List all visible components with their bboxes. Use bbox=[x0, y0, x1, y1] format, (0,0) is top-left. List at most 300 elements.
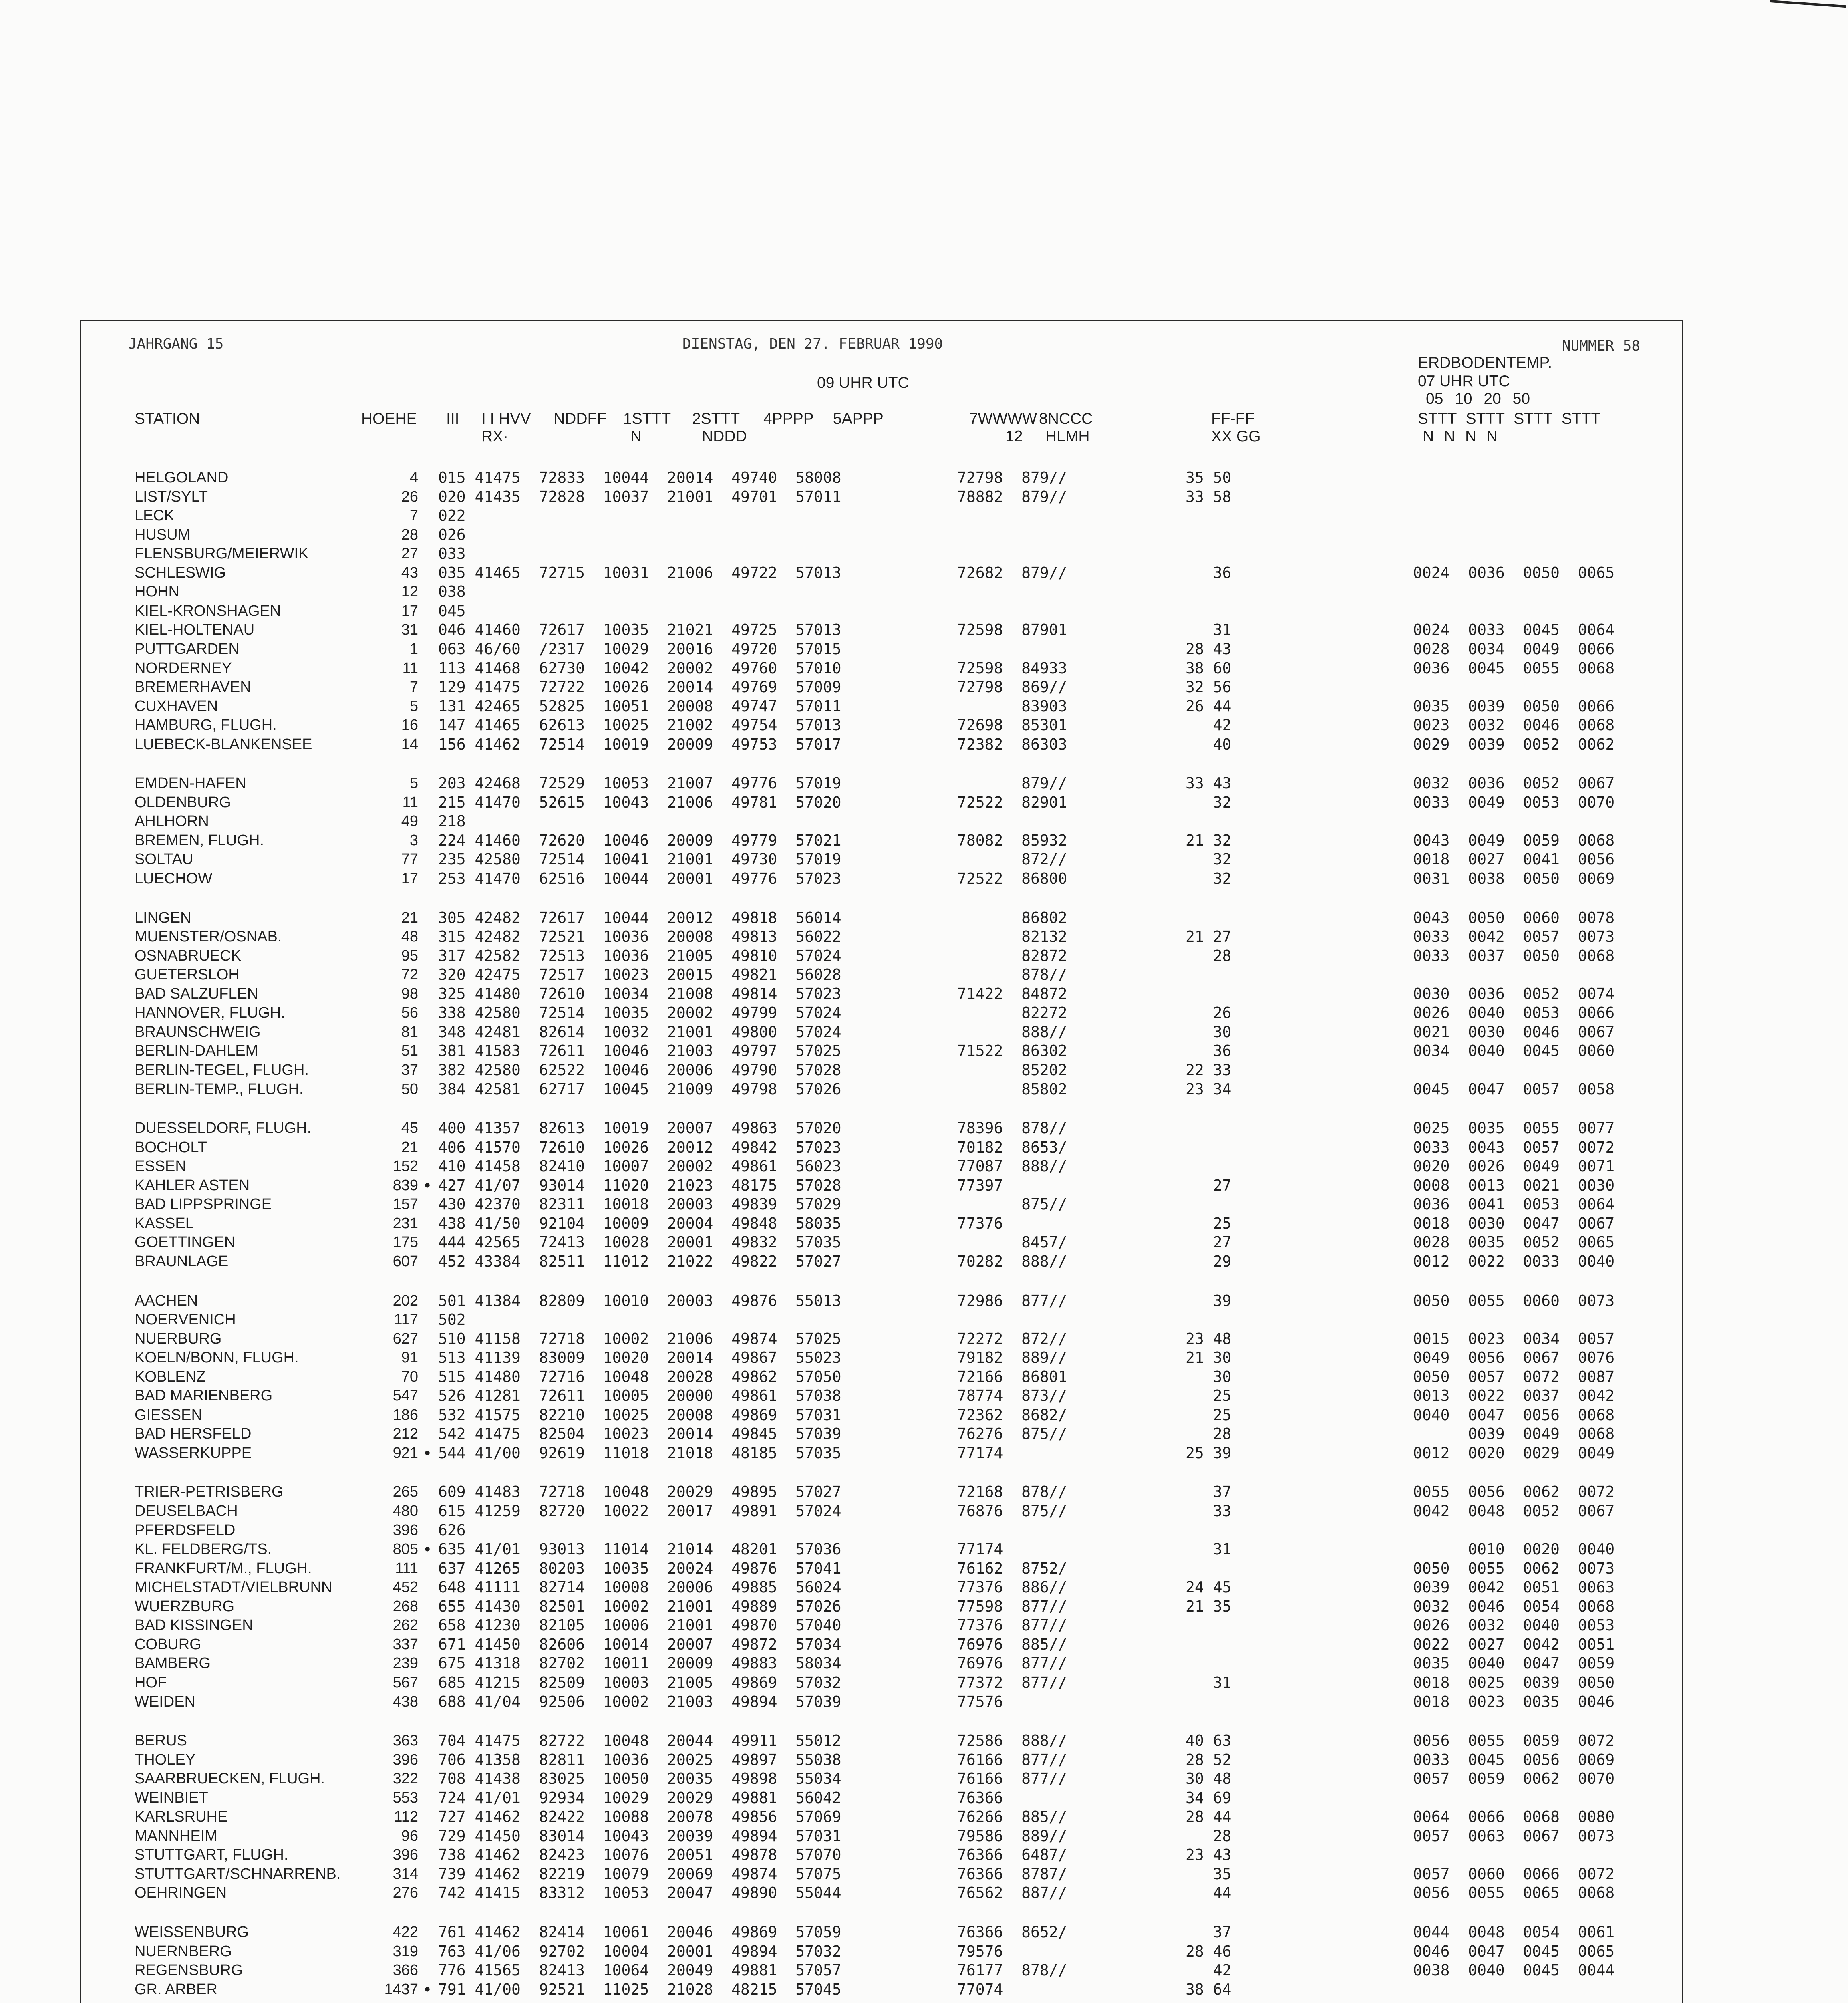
table-row bbox=[0, 946, 1848, 965]
station-name: GUETERSLOH bbox=[135, 966, 240, 983]
table-row bbox=[0, 1501, 1848, 1521]
synop-weather-cloud-groups: 77397 bbox=[957, 1176, 1003, 1194]
synop-main-groups: 729 41450 83014 10043 20039 49894 57031 bbox=[438, 1827, 841, 1845]
wind-gust-groups: 38 64 bbox=[1186, 1980, 1232, 1998]
synop-weather-cloud-groups: 879// bbox=[957, 774, 1067, 792]
wind-gust-groups: 33 58 bbox=[1186, 488, 1232, 506]
table-row bbox=[0, 1673, 1848, 1692]
col-hoehe: HOEHE bbox=[361, 410, 417, 427]
soil-temperature-groups: 0018 0030 0047 0067 bbox=[1413, 1214, 1615, 1232]
table-row bbox=[0, 506, 1848, 525]
synop-weather-cloud-groups: 77074 bbox=[957, 1980, 1003, 1998]
table-row bbox=[0, 1616, 1848, 1635]
wind-gust-groups: 25 39 bbox=[1186, 1444, 1232, 1462]
station-name: GOETTINGEN bbox=[135, 1234, 236, 1251]
wind-gust-groups: 30 bbox=[1186, 1368, 1232, 1386]
obs-time-label: 09 UHR UTC bbox=[817, 374, 909, 391]
soil-temperature-groups: 0026 0032 0040 0053 bbox=[1413, 1616, 1615, 1634]
station-name: HAMBURG, FLUGH. bbox=[135, 717, 277, 734]
station-name: MICHELSTADT/VIELBRUNN bbox=[135, 1579, 332, 1596]
station-name: SAARBRUECKEN, FLUGH. bbox=[135, 1770, 325, 1787]
station-name: MUENSTER/OSNAB. bbox=[135, 928, 282, 945]
table-row bbox=[0, 869, 1848, 888]
synop-weather-cloud-groups: 70282 888// bbox=[957, 1252, 1067, 1270]
synop-main-groups: 035 41465 72715 10031 21006 49722 57013 bbox=[438, 564, 841, 582]
wind-gust-groups: 28 52 bbox=[1186, 1751, 1232, 1769]
table-row bbox=[0, 715, 1848, 735]
station-height: 4 bbox=[409, 469, 418, 486]
station-height: 70 bbox=[401, 1368, 418, 1385]
soil-temperature-groups: 0035 0039 0050 0066 bbox=[1413, 697, 1615, 715]
col-2sttt-sub: NDDD bbox=[702, 428, 747, 445]
table-row bbox=[0, 468, 1848, 487]
synop-main-groups: 020 41435 72828 10037 21001 49701 57011 bbox=[438, 488, 841, 506]
table-row bbox=[0, 1443, 1848, 1463]
wind-gust-groups: 21 32 bbox=[1186, 831, 1232, 849]
col-7wwww: 7WWWW bbox=[969, 410, 1037, 427]
table-row bbox=[0, 1559, 1848, 1578]
wind-gust-groups: 25 bbox=[1186, 1387, 1232, 1405]
station-name: COBURG bbox=[135, 1636, 201, 1653]
table-row bbox=[0, 1980, 1848, 1999]
station-height: 319 bbox=[393, 1943, 418, 1960]
station-height: 21 bbox=[401, 909, 418, 926]
station-height: 276 bbox=[393, 1884, 418, 1902]
station-height: 363 bbox=[393, 1732, 418, 1749]
wind-gust-groups: 24 45 bbox=[1186, 1578, 1232, 1596]
station-name: EMDEN-HAFEN bbox=[135, 775, 246, 792]
table-row bbox=[0, 659, 1848, 678]
synop-main-groups: 203 42468 72529 10053 21007 49776 57019 bbox=[438, 774, 841, 792]
station-name: AACHEN bbox=[135, 1292, 198, 1309]
soil-temperature-groups: 0015 0023 0034 0057 bbox=[1413, 1330, 1615, 1348]
mountain-station-marker: • bbox=[425, 1444, 431, 1462]
synop-main-groups: 688 41/04 92506 10002 21003 49894 57039 bbox=[438, 1693, 841, 1711]
soil-temperature-groups: 0036 0041 0053 0064 bbox=[1413, 1195, 1615, 1213]
station-height: 17 bbox=[401, 602, 418, 619]
soil-temperature-groups: 0056 0055 0065 0068 bbox=[1413, 1884, 1615, 1902]
synop-weather-cloud-groups: 77174 bbox=[957, 1540, 1003, 1558]
synop-main-groups: 444 42565 72413 10028 20001 49832 57035 bbox=[438, 1233, 841, 1251]
synop-main-groups: 742 41415 83312 10053 20047 49890 55044 bbox=[438, 1884, 841, 1902]
station-name: KAHLER ASTEN bbox=[135, 1177, 250, 1194]
station-name: BAD HERSFELD bbox=[135, 1425, 252, 1443]
soil-temperature-groups: 0033 0037 0050 0068 bbox=[1413, 947, 1615, 965]
station-name: LIST/SYLT bbox=[135, 488, 208, 505]
col-2sttt: 2STTT bbox=[692, 410, 740, 427]
station-name: BERLIN-TEMP., FLUGH. bbox=[135, 1080, 304, 1098]
station-name: HOF bbox=[135, 1674, 167, 1691]
synop-main-groups: 156 41462 72514 10019 20009 49753 57017 bbox=[438, 735, 841, 753]
synop-weather-cloud-groups: 76876 875// bbox=[957, 1502, 1067, 1520]
soil-temperature-groups: 0050 0055 0062 0073 bbox=[1413, 1559, 1615, 1577]
table-row bbox=[0, 639, 1848, 659]
synop-weather-cloud-groups: 72598 84933 bbox=[957, 659, 1067, 677]
mountain-station-marker: • bbox=[425, 1176, 431, 1194]
station-name: NOERVENICH bbox=[135, 1311, 236, 1328]
synop-weather-cloud-groups: 72382 86303 bbox=[957, 735, 1067, 753]
wind-gust-groups: 37 bbox=[1186, 1483, 1232, 1501]
wind-gust-groups: 40 bbox=[1186, 735, 1232, 753]
table-row bbox=[0, 601, 1848, 621]
wind-gust-groups: 31 bbox=[1186, 1540, 1232, 1558]
station-name: WEISSENBURG bbox=[135, 1924, 249, 1941]
col-8nccc-sub: HLMH bbox=[1045, 428, 1090, 445]
station-height: 322 bbox=[393, 1770, 418, 1787]
station-name: WEIDEN bbox=[135, 1693, 195, 1710]
soil-temp-time: 07 UHR UTC bbox=[1418, 373, 1510, 390]
table-row bbox=[0, 677, 1848, 697]
wind-gust-groups: 32 bbox=[1186, 850, 1232, 869]
synop-main-groups: 131 42465 52825 10051 20008 49747 57011 bbox=[438, 697, 841, 715]
table-row bbox=[0, 1635, 1848, 1654]
synop-main-groups: 147 41465 62613 10025 21002 49754 57013 bbox=[438, 716, 841, 734]
table-row bbox=[0, 1003, 1848, 1022]
station-name: TRIER-PETRISBERG bbox=[135, 1483, 284, 1501]
synop-main-groups: 046 41460 72617 10035 21021 49725 57013 bbox=[438, 621, 841, 639]
synop-main-groups: 708 41438 83025 10050 20035 49898 55034 bbox=[438, 1770, 841, 1788]
table-row bbox=[0, 1922, 1848, 1942]
table-row bbox=[0, 1942, 1848, 1961]
synop-main-groups: 658 41230 82105 10006 21001 49870 57040 bbox=[438, 1616, 841, 1634]
station-name: KL. FELDBERG/TS. bbox=[135, 1541, 272, 1558]
station-name: BAMBERG bbox=[135, 1655, 211, 1672]
synop-main-groups: 325 41480 72610 10034 21008 49814 57023 bbox=[438, 985, 841, 1003]
soil-temperature-groups: 0040 0047 0056 0068 bbox=[1413, 1406, 1615, 1424]
station-height: 480 bbox=[393, 1503, 418, 1519]
station-height: 17 bbox=[401, 870, 418, 887]
synop-weather-cloud-groups: 76366 8652/ bbox=[957, 1923, 1067, 1941]
wind-gust-groups: 27 bbox=[1186, 1176, 1232, 1194]
station-height: 607 bbox=[393, 1253, 418, 1270]
synop-main-groups: 113 41468 62730 10042 20002 49760 57010 bbox=[438, 659, 841, 677]
synop-main-groups: 410 41458 82410 10007 20002 49861 56023 bbox=[438, 1157, 841, 1175]
synop-weather-cloud-groups: 77372 877// bbox=[957, 1673, 1067, 1691]
synop-main-groups: 655 41430 82501 10002 21001 49889 57026 bbox=[438, 1597, 841, 1615]
synop-weather-cloud-groups: 8457/ bbox=[957, 1233, 1067, 1251]
table-row bbox=[0, 697, 1848, 716]
station-name: KASSEL bbox=[135, 1215, 194, 1232]
synop-main-groups: 671 41450 82606 10014 20007 49872 57034 bbox=[438, 1635, 841, 1653]
synop-main-groups: 427 41/07 93014 11020 21023 48175 57028 bbox=[438, 1176, 841, 1194]
station-height: 48 bbox=[401, 928, 418, 945]
station-height: 21 bbox=[401, 1139, 418, 1156]
wind-gust-groups: 33 43 bbox=[1186, 774, 1232, 792]
station-height: 366 bbox=[393, 1962, 418, 1979]
station-height: 77 bbox=[401, 851, 418, 868]
station-name: HOHN bbox=[135, 583, 179, 600]
station-name: LUEBECK-BLANKENSEE bbox=[135, 736, 312, 753]
station-name: WEINBIET bbox=[135, 1789, 208, 1806]
table-row bbox=[0, 1597, 1848, 1616]
synop-main-groups: 626 bbox=[438, 1521, 466, 1539]
wind-gust-groups: 39 bbox=[1186, 1292, 1232, 1310]
table-row bbox=[0, 1348, 1848, 1367]
station-height: 37 bbox=[401, 1062, 418, 1078]
station-height: 202 bbox=[393, 1292, 418, 1309]
wind-gust-groups: 40 63 bbox=[1186, 1732, 1232, 1749]
synop-weather-cloud-groups: 878// bbox=[957, 966, 1067, 984]
soil-temperature-groups: 0010 0020 0040 bbox=[1413, 1540, 1615, 1558]
station-height: 81 bbox=[401, 1023, 418, 1040]
synop-weather-cloud-groups: 82132 bbox=[957, 928, 1067, 946]
wind-gust-groups: 32 bbox=[1186, 793, 1232, 811]
synop-main-groups: 761 41462 82414 10061 20046 49869 57059 bbox=[438, 1923, 841, 1941]
station-name: BRAUNSCHWEIG bbox=[135, 1023, 261, 1040]
station-height: 26 bbox=[401, 488, 418, 505]
synop-weather-cloud-groups: 77376 bbox=[957, 1214, 1003, 1232]
station-name: DUESSELDORF, FLUGH. bbox=[135, 1120, 312, 1137]
synop-main-groups: 532 41575 82210 10025 20008 49869 57031 bbox=[438, 1406, 841, 1424]
synop-weather-cloud-groups: 72798 869// bbox=[957, 678, 1067, 696]
wind-gust-groups: 35 50 bbox=[1186, 469, 1232, 486]
table-row bbox=[0, 1310, 1848, 1329]
wind-gust-groups: 44 bbox=[1186, 1884, 1232, 1902]
synop-main-groups: 430 42370 82311 10018 20003 49839 57029 bbox=[438, 1195, 841, 1213]
station-name: STUTTGART/SCHNARRENB. bbox=[135, 1865, 341, 1882]
station-name: OSNABRUECK bbox=[135, 947, 242, 964]
soil-temperature-groups: 0033 0045 0056 0069 bbox=[1413, 1751, 1615, 1769]
synop-weather-cloud-groups: 82272 bbox=[957, 1004, 1067, 1022]
station-height: 112 bbox=[394, 1808, 418, 1826]
synop-weather-cloud-groups: 76366 bbox=[957, 1789, 1003, 1807]
station-name: THOLEY bbox=[135, 1751, 196, 1768]
table-row bbox=[0, 965, 1848, 984]
synop-main-groups: 776 41565 82413 10064 20049 49881 57057 bbox=[438, 1961, 841, 1979]
synop-weather-cloud-groups: 72522 86800 bbox=[957, 870, 1067, 887]
date-label: DIENSTAG, DEN 27. FEBRUAR 1990 bbox=[682, 336, 943, 352]
synop-main-groups: 305 42482 72617 10044 20012 49818 56014 bbox=[438, 909, 841, 927]
soil-temperature-groups: 0033 0042 0057 0073 bbox=[1413, 928, 1615, 946]
wind-gust-groups: 42 bbox=[1186, 1961, 1232, 1979]
station-height: 152 bbox=[393, 1158, 418, 1175]
table-row bbox=[0, 1214, 1848, 1233]
soil-depths: 05 10 20 50 bbox=[1426, 390, 1530, 407]
wind-gust-groups: 28 bbox=[1186, 1827, 1232, 1845]
synop-main-groups: 738 41462 82423 10076 20051 49878 57070 bbox=[438, 1846, 841, 1864]
synop-weather-cloud-groups: 85802 bbox=[957, 1080, 1067, 1098]
station-height: 186 bbox=[393, 1406, 418, 1423]
table-row bbox=[0, 582, 1848, 601]
table-row bbox=[0, 1788, 1848, 1808]
synop-main-groups: 502 bbox=[438, 1311, 466, 1328]
wind-gust-groups: 35 bbox=[1186, 1865, 1232, 1883]
station-height: 314 bbox=[393, 1865, 418, 1882]
table-row bbox=[0, 544, 1848, 563]
station-height: 422 bbox=[393, 1924, 418, 1941]
col-1sttt: 1STTT bbox=[623, 410, 671, 427]
col-station: STATION bbox=[135, 410, 200, 427]
synop-weather-cloud-groups: 875// bbox=[957, 1195, 1067, 1213]
soil-temperature-groups: 0024 0036 0050 0065 bbox=[1413, 564, 1615, 582]
station-height: 56 bbox=[401, 1004, 418, 1022]
table-row bbox=[0, 1769, 1848, 1788]
table-row bbox=[0, 1080, 1848, 1099]
synop-main-groups: 320 42475 72517 10023 20015 49821 56028 bbox=[438, 966, 841, 984]
station-height: 396 bbox=[393, 1751, 418, 1768]
station-height: 72 bbox=[401, 966, 418, 983]
station-name: LECK bbox=[135, 507, 175, 524]
wind-gust-groups: 22 33 bbox=[1186, 1061, 1232, 1079]
station-name: FRANKFURT/M., FLUGH. bbox=[135, 1560, 312, 1577]
station-height: 31 bbox=[401, 621, 418, 639]
station-name: LINGEN bbox=[135, 909, 191, 926]
station-name: OEHRINGEN bbox=[135, 1884, 227, 1902]
wind-gust-groups: 32 bbox=[1186, 870, 1232, 887]
synop-weather-cloud-groups: 72166 86801 bbox=[957, 1368, 1067, 1386]
station-name: HELGOLAND bbox=[135, 469, 229, 486]
station-height: 5 bbox=[409, 697, 418, 715]
table-row bbox=[0, 1367, 1848, 1386]
synop-weather-cloud-groups: 78396 878// bbox=[957, 1119, 1067, 1137]
table-row bbox=[0, 1138, 1848, 1157]
soil-temperature-groups: 0024 0033 0045 0064 bbox=[1413, 621, 1615, 639]
synop-main-groups: 510 41158 72718 10002 21006 49874 57025 bbox=[438, 1330, 841, 1348]
synop-weather-cloud-groups: 72698 85301 bbox=[957, 716, 1067, 734]
wind-gust-groups: 29 bbox=[1186, 1252, 1232, 1270]
station-height: 438 bbox=[393, 1693, 418, 1710]
synop-main-groups: 739 41462 82219 10079 20069 49874 57075 bbox=[438, 1865, 841, 1883]
soil-temperature-groups: 0057 0063 0067 0073 bbox=[1413, 1827, 1615, 1845]
synop-main-groups: 215 41470 52615 10043 21006 49781 57020 bbox=[438, 793, 841, 811]
soil-temp-title: ERDBODENTEMP. bbox=[1418, 354, 1552, 371]
synop-main-groups: 317 42582 72513 10036 21005 49810 57024 bbox=[438, 947, 841, 965]
soil-temperature-groups: 0057 0059 0062 0070 bbox=[1413, 1770, 1615, 1788]
synop-weather-cloud-groups: 76162 8752/ bbox=[957, 1559, 1067, 1577]
synop-weather-cloud-groups: 79182 889// bbox=[957, 1349, 1067, 1367]
station-name: BAD LIPPSPRINGE bbox=[135, 1196, 272, 1213]
wind-gust-groups: 28 bbox=[1186, 947, 1232, 965]
synop-weather-cloud-groups: 872// bbox=[957, 850, 1067, 869]
synop-main-groups: 706 41358 82811 10036 20025 49897 55038 bbox=[438, 1751, 841, 1769]
synop-main-groups: 763 41/06 92702 10004 20001 49894 57032 bbox=[438, 1942, 841, 1960]
table-row bbox=[0, 487, 1848, 506]
table-row bbox=[0, 1118, 1848, 1138]
station-height: 337 bbox=[393, 1636, 418, 1653]
synop-main-groups: 400 41357 82613 10019 20007 49863 57020 bbox=[438, 1119, 841, 1137]
synop-main-groups: 033 bbox=[438, 545, 466, 563]
wind-gust-groups: 25 bbox=[1186, 1406, 1232, 1424]
station-name: REGENSBURG bbox=[135, 1962, 243, 1979]
synop-weather-cloud-groups: 77576 bbox=[957, 1693, 1003, 1711]
soil-temperature-groups: 0018 0025 0039 0050 bbox=[1413, 1673, 1615, 1691]
station-name: BAD KISSINGEN bbox=[135, 1617, 253, 1634]
synop-main-groups: 685 41215 82509 10003 21005 49869 57032 bbox=[438, 1673, 841, 1691]
station-height: 51 bbox=[401, 1042, 418, 1060]
soil-temperature-groups: 0034 0040 0045 0060 bbox=[1413, 1042, 1615, 1060]
wind-gust-groups: 34 69 bbox=[1186, 1789, 1232, 1807]
synop-main-groups: 063 46/60 /2317 10029 20016 49720 57015 bbox=[438, 640, 841, 658]
table-row bbox=[0, 984, 1848, 1004]
station-height: 50 bbox=[401, 1080, 418, 1098]
table-row bbox=[0, 1386, 1848, 1405]
synop-weather-cloud-groups: 77087 888// bbox=[957, 1157, 1067, 1175]
station-height: 839 bbox=[393, 1177, 418, 1194]
col-5appp: 5APPP bbox=[833, 410, 884, 427]
synop-main-groups: 026 bbox=[438, 526, 466, 544]
wind-gust-groups: 26 bbox=[1186, 1004, 1232, 1022]
station-height: 11 bbox=[402, 659, 418, 677]
synop-weather-cloud-groups: 72272 872// bbox=[957, 1330, 1067, 1348]
wind-gust-groups: 38 60 bbox=[1186, 659, 1232, 677]
synop-main-groups: 384 42581 62717 10045 21009 49798 57026 bbox=[438, 1080, 841, 1098]
table-row bbox=[0, 1060, 1848, 1080]
synop-main-groups: 648 41111 82714 10008 20006 49885 56024 bbox=[438, 1578, 841, 1596]
synop-main-groups: 045 bbox=[438, 602, 466, 620]
synop-weather-cloud-groups: 78082 85932 bbox=[957, 831, 1067, 849]
soil-temperature-groups: 0039 0049 0068 bbox=[1413, 1425, 1615, 1443]
station-name: BAD SALZUFLEN bbox=[135, 985, 258, 1002]
table-row bbox=[0, 1807, 1848, 1826]
table-row bbox=[0, 1961, 1848, 1980]
synop-main-groups: 635 41/01 93013 11014 21014 48201 57036 bbox=[438, 1540, 841, 1558]
table-row bbox=[0, 1864, 1848, 1884]
soil-temperature-groups: 0050 0057 0072 0087 bbox=[1413, 1368, 1615, 1386]
wind-gust-groups: 33 bbox=[1186, 1502, 1232, 1520]
synop-main-groups: 338 42580 72514 10035 20002 49799 57024 bbox=[438, 1004, 841, 1022]
soil-temperature-groups: 0039 0042 0051 0063 bbox=[1413, 1578, 1615, 1596]
table-row bbox=[0, 1291, 1848, 1310]
col-rx: RX· bbox=[481, 428, 509, 445]
station-name: KARLSRUHE bbox=[135, 1808, 228, 1826]
synop-weather-cloud-groups: 70182 8653/ bbox=[957, 1138, 1067, 1156]
station-height: 27 bbox=[401, 545, 418, 562]
synop-main-groups: 637 41265 80203 10035 20024 49876 57041 bbox=[438, 1559, 841, 1577]
table-row bbox=[0, 563, 1848, 582]
table-row bbox=[0, 1521, 1848, 1540]
synop-main-groups: 218 bbox=[438, 812, 466, 830]
station-height: 96 bbox=[401, 1827, 418, 1844]
wind-gust-groups: 42 bbox=[1186, 716, 1232, 734]
table-row bbox=[0, 1883, 1848, 1902]
station-height: 14 bbox=[401, 736, 418, 753]
table-row bbox=[0, 1750, 1848, 1769]
table-row bbox=[0, 831, 1848, 850]
synop-weather-cloud-groups: 77376 877// bbox=[957, 1616, 1067, 1634]
synop-weather-cloud-groups: 71422 84872 bbox=[957, 985, 1067, 1003]
soil-temperature-groups: 0013 0022 0037 0042 bbox=[1413, 1387, 1615, 1405]
soil-temperature-groups: 0057 0060 0066 0072 bbox=[1413, 1865, 1615, 1883]
table-row bbox=[0, 1540, 1848, 1559]
synop-weather-cloud-groups: 76276 875// bbox=[957, 1425, 1067, 1443]
wind-gust-groups: 30 48 bbox=[1186, 1770, 1232, 1788]
station-height: 45 bbox=[401, 1120, 418, 1137]
station-height: 11 bbox=[402, 794, 418, 811]
wind-gust-groups: 28 43 bbox=[1186, 640, 1232, 658]
station-name: NORDERNEY bbox=[135, 659, 232, 677]
soil-temperature-groups: 0033 0049 0053 0070 bbox=[1413, 793, 1615, 811]
station-name: MANNHEIM bbox=[135, 1827, 217, 1844]
synop-main-groups: 452 43384 82511 11012 21022 49822 57027 bbox=[438, 1252, 841, 1270]
soil-temperature-groups: 0032 0046 0054 0068 bbox=[1413, 1597, 1615, 1615]
wind-gust-groups: 27 bbox=[1186, 1233, 1232, 1251]
synop-weather-cloud-groups: 76366 8787/ bbox=[957, 1865, 1067, 1883]
station-name: BREMEN, FLUGH. bbox=[135, 832, 264, 849]
station-height: 805 bbox=[393, 1541, 418, 1558]
synop-main-groups: 224 41460 72620 10046 20009 49779 57021 bbox=[438, 831, 841, 849]
station-name: FLENSBURG/MEIERWIK bbox=[135, 545, 309, 562]
col-soil-sttt: STTT STTT STTT STTT bbox=[1418, 410, 1601, 427]
wind-gust-groups: 25 bbox=[1186, 1214, 1232, 1232]
station-name: BOCHOLT bbox=[135, 1139, 207, 1156]
station-height: 91 bbox=[401, 1349, 418, 1366]
wind-gust-groups: 28 46 bbox=[1186, 1942, 1232, 1960]
wind-gust-groups: 30 bbox=[1186, 1023, 1232, 1041]
table-row bbox=[0, 793, 1848, 812]
station-height: 175 bbox=[393, 1234, 418, 1251]
col-4pppp: 4PPPP bbox=[763, 410, 814, 427]
wind-gust-groups: 31 bbox=[1186, 621, 1232, 639]
